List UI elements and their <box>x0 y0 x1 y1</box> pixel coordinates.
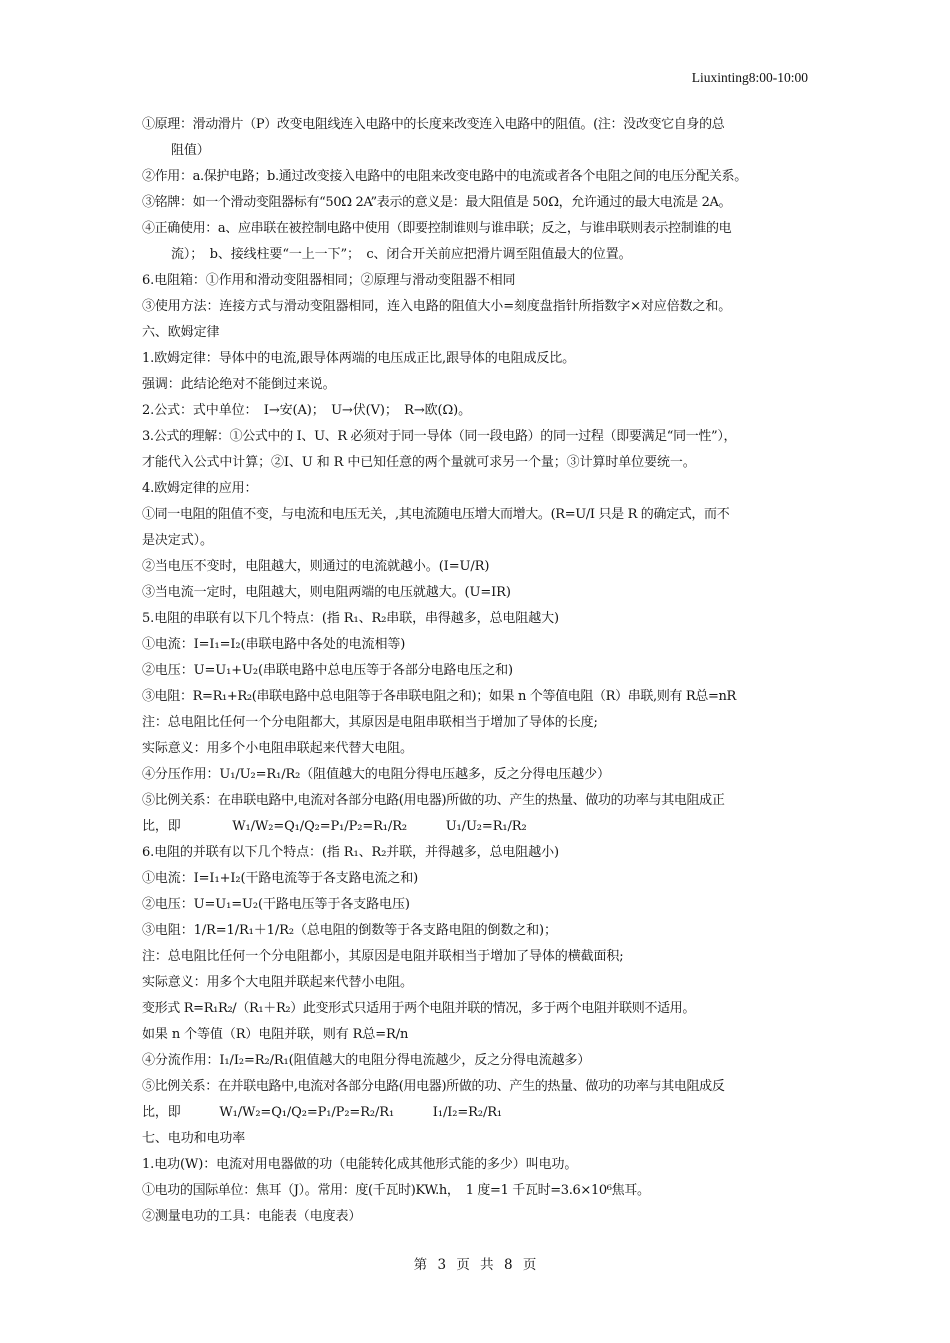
text-line: 变形式 R=R₁R₂/（R₁＋R₂）此变形式只适用于两个电阻并联的情况，多于两个电阻并联则不适用。 <box>142 1001 696 1016</box>
text-line: ④分流作用：I₁/I₂=R₂/R₁(阻值越大的电阻分得电流越少，反之分得电流越多） <box>142 1053 591 1068</box>
text-line: 实际意义：用多个大电阻并联起来代替小电阻。 <box>142 975 413 990</box>
text-line: ③使用方法：连接方式与滑动变阻器相同，连入电路的阻值大小=刻度盘指针所指数字×对应倍数之和。 <box>142 299 732 314</box>
text-line: 6.电阻箱：①作用和滑动变阻器相同；②原理与滑动变阻器不相同 <box>142 273 516 288</box>
text-line: 是决定式）。 <box>142 533 213 548</box>
text-line: ④分压作用：U₁/U₂=R₁/R₂（阻值越大的电阻分得电压越多，反之分得电压越少） <box>142 767 610 782</box>
text-line: 如果 n 个等值（R）电阻并联，则有 R总=R/n <box>142 1027 409 1042</box>
text-line: 1.电功(W)：电流对用电器做的功（电能转化成其他形式能的多少）叫电功。 <box>142 1157 578 1172</box>
text-line: ②测量电功的工具：电能表（电度表） <box>142 1209 362 1224</box>
text-line: 比，即 W₁/W₂=Q₁/Q₂=P₁/P₂=R₂/R₁ I₁/I₂=R₂/R₁ <box>142 1105 503 1120</box>
footer-page-unit2: 页 <box>522 1257 537 1273</box>
text-line: 2.公式：式中单位： I→安(A)； U→伏(V)； R→欧(Ω)。 <box>142 403 472 418</box>
text-line: ②电压：U=U₁+U₂(串联电路中总电压等于各部分电路电压之和) <box>142 663 514 678</box>
text-line: ①原理：滑动滑片（P）改变电阻线连入电路中的长度来改变连入电路中的阻值。(注：没改变它自身的总 <box>142 117 725 132</box>
text-line: ①电功的国际单位：焦耳（J）。常用：度(千瓦时)KW.h， 1 度=1 千瓦时=3.6×10⁶焦耳。 <box>142 1183 650 1198</box>
text-line: ①电流：I=I₁=I₂(串联电路中各处的电流相等) <box>142 637 406 652</box>
text-line: 阻值） <box>171 143 210 158</box>
text-line: 强调：此结论绝对不能倒过来说。 <box>142 377 336 392</box>
text-line: ②电压：U=U₁=U₂(干路电压等于各支路电压) <box>142 897 410 912</box>
text-line: 6.电阻的并联有以下几个特点：(指 R₁、R₂并联，并得越多，总电阻越小) <box>142 845 559 860</box>
text-line: ③电阻：1/R=1/R₁＋1/R₂（总电阻的倒数等于各支路电阻的倒数之和)； <box>142 923 557 938</box>
text-line: ①电流：I=I₁+I₂(干路电流等于各支路电流之和) <box>142 871 419 886</box>
text-line: 5.电阻的串联有以下几个特点：(指 R₁、R₂串联，串得越多，总电阻越大) <box>142 611 559 626</box>
text-line: ④正确使用：a、应串联在被控制电路中使用（即要控制谁则与谁串联；反之，与谁串联则表示控制谁的电 <box>142 221 732 236</box>
text-line: 才能代入公式中计算；②I、U 和 R 中已知任意的两个量就可求另一个量；③计算时单位要统一。 <box>142 455 696 470</box>
text-line: ②当电压不变时，电阻越大，则通过的电流就越小。(I=U/R) <box>142 559 490 574</box>
text-line: 流）； b、接线柱要“一上一下”； c、闭合开关前应把滑片调至阻值最大的位置。 <box>171 247 632 262</box>
page-header: Liuxinting8:00-10:00 <box>691 70 808 85</box>
footer-total-label: 共 <box>480 1257 494 1273</box>
text-line: ③当电流一定时，电阻越大，则电阻两端的电压就越大。(U=IR) <box>142 585 511 600</box>
text-line: ③电阻：R=R₁+R₂(串联电路中总电阻等于各串联电阻之和)；如果 n 个等值电阻（R）串联,则有 R总=nR <box>142 689 736 704</box>
page-footer <box>0 1253 950 1273</box>
text-line: 注：总电阻比任何一个分电阻都大，其原因是电阻串联相当于增加了导体的长度; <box>142 715 598 730</box>
text-line: 比，即 W₁/W₂=Q₁/Q₂=P₁/P₂=R₁/R₂ U₁/U₂=R₁/R₂ <box>142 819 527 834</box>
text-line: ②作用：a.保护电路；b.通过改变接入电路中的电阻来改变电路中的电流或者各个电阻之间的电压分配关系。 <box>142 169 747 184</box>
text-line: 注：总电阻比任何一个分电阻都小，其原因是电阻并联相当于增加了导体的横截面积; <box>142 949 624 964</box>
text-line: 实际意义：用多个小电阻串联起来代替大电阻。 <box>142 741 413 756</box>
text-line: ③铭牌：如一个滑动变阻器标有“50Ω 2A”表示的意义是：最大阻值是 50Ω，允许通过的最大电流是 2A。 <box>142 195 732 210</box>
text-line: 七、电功和电功率 <box>142 1131 246 1146</box>
text-line: ①同一电阻的阻值不变，与电流和电压无关，,其电流随电压增大而增大。(R=U/I 只是 R 的确定式，而不 <box>142 507 730 522</box>
text-line: 4.欧姆定律的应用： <box>142 481 258 496</box>
text-line: 1.欧姆定律：导体中的电流,跟导体两端的电压成正比,跟导体的电阻成反比。 <box>142 351 576 366</box>
text-line: ⑤比例关系：在串联电路中,电流对各部分电路(用电器)所做的功、产生的热量、做功的功率与其电阻成正 <box>142 793 725 808</box>
text-line: ⑤比例关系：在并联电路中,电流对各部分电路(用电器)所做的功、产生的热量、做功的功率与其电阻成反 <box>142 1079 725 1094</box>
footer-page-current: 3 <box>437 1257 447 1273</box>
text-line: 3.公式的理解：①公式中的 I、U、R 必须对于同一导体（同一段电路）的同一过程（即要满足“同一性”）， <box>142 429 737 444</box>
footer-page-label: 第 <box>413 1257 428 1273</box>
text-line: 六、欧姆定律 <box>142 325 220 340</box>
document-body <box>142 112 812 1230</box>
footer-page-unit: 页 <box>456 1257 470 1273</box>
footer-page-total: 8 <box>503 1257 513 1273</box>
